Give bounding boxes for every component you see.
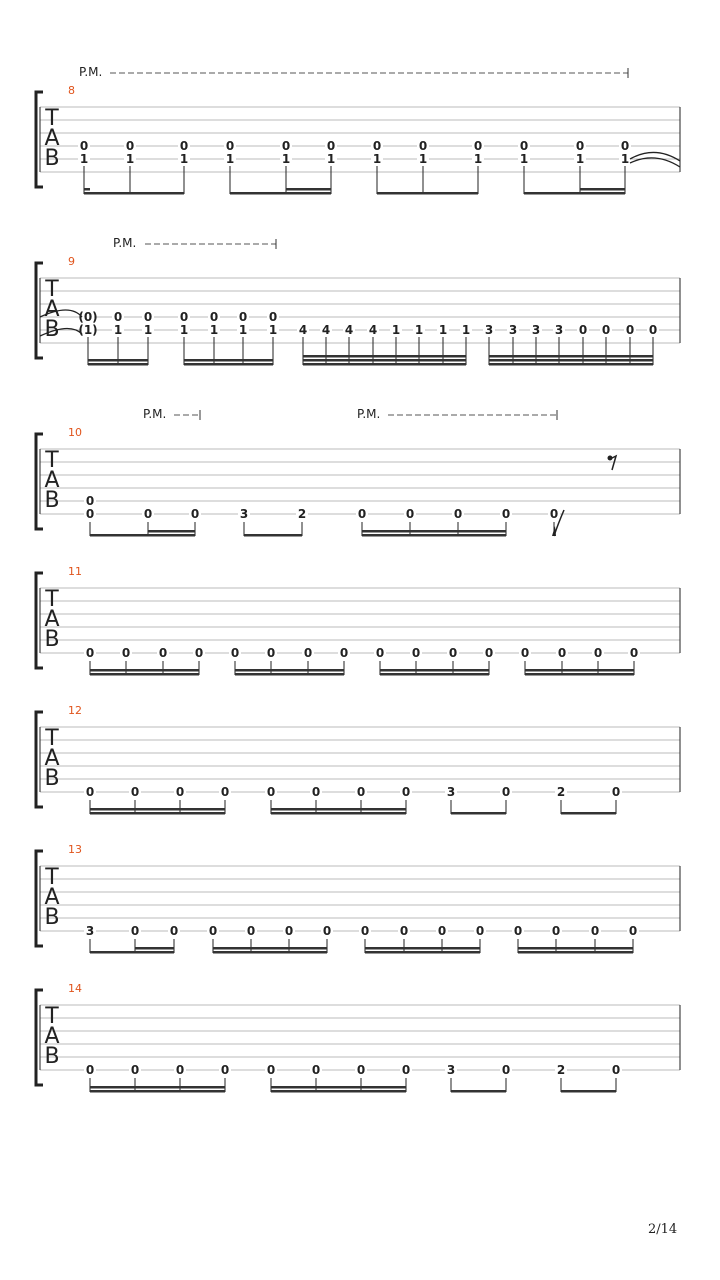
- fret-number: 0: [551, 924, 561, 938]
- fret-number: 0: [401, 1063, 411, 1077]
- beam: [518, 947, 633, 950]
- fret-number: 0: [268, 310, 278, 324]
- measure-number: 10: [68, 426, 82, 439]
- fret-number: (0): [78, 310, 98, 324]
- fret-number: 0: [601, 323, 611, 337]
- beam: [561, 1090, 616, 1093]
- beam: [271, 812, 406, 815]
- palm-mute-label: P.M.: [357, 407, 381, 421]
- fret-number: 1: [519, 152, 529, 166]
- fret-number: 3: [85, 924, 95, 938]
- beam: [90, 951, 174, 954]
- tab-clef-letter: T: [45, 726, 59, 751]
- palm-mute-label: P.M.: [113, 236, 137, 250]
- fret-number: 0: [266, 646, 276, 660]
- fret-number: 1: [209, 323, 219, 337]
- beam: [213, 951, 327, 954]
- fret-number: 1: [268, 323, 278, 337]
- measure-number: 11: [68, 565, 82, 578]
- beam: [525, 669, 634, 672]
- fret-number: 1: [79, 152, 89, 166]
- fret-number: 0: [85, 785, 95, 799]
- fret-number: 4: [368, 323, 378, 337]
- fret-number: 0: [401, 785, 411, 799]
- fret-number: 1: [620, 152, 630, 166]
- fret-number: 0: [326, 139, 336, 153]
- fret-number: 3: [508, 323, 518, 337]
- fret-number: 1: [418, 152, 428, 166]
- fret-number: 0: [620, 139, 630, 153]
- beam: [213, 947, 327, 950]
- beam: [365, 947, 480, 950]
- measure-number: 8: [68, 84, 75, 97]
- beam: [451, 1090, 506, 1093]
- fret-number: 1: [575, 152, 585, 166]
- fret-number: 0: [158, 646, 168, 660]
- fret-number: 0: [266, 1063, 276, 1077]
- fret-number: 0: [125, 139, 135, 153]
- beam: [362, 534, 506, 537]
- tab-clef-letter: A: [44, 468, 60, 493]
- fret-number: 0: [266, 785, 276, 799]
- fret-number: 0: [405, 507, 415, 521]
- tab-clef-letter: T: [45, 1004, 59, 1029]
- fret-number: 1: [179, 323, 189, 337]
- beam: [451, 812, 506, 815]
- fret-number: 0: [303, 646, 313, 660]
- fret-number: 0: [339, 646, 349, 660]
- fret-number: 1: [125, 152, 135, 166]
- fret-number: 0: [175, 785, 185, 799]
- tab-clef-letter: A: [44, 126, 60, 151]
- fret-number: 0: [520, 646, 530, 660]
- fret-number: 1: [225, 152, 235, 166]
- beam: [561, 812, 616, 815]
- fret-number: 1: [414, 323, 424, 337]
- beam: [303, 355, 466, 358]
- fret-number: 0: [578, 323, 588, 337]
- beam: [235, 673, 344, 676]
- beam: [377, 192, 478, 195]
- tab-clef-letter: B: [44, 766, 60, 791]
- tab-clef-letter: A: [44, 746, 60, 771]
- fret-number: 3: [531, 323, 541, 337]
- beam: [489, 355, 653, 358]
- fret-number: 0: [130, 785, 140, 799]
- sub-beam: [580, 188, 625, 191]
- fret-number: 4: [321, 323, 331, 337]
- fret-number: 0: [590, 924, 600, 938]
- beam: [90, 1090, 225, 1093]
- beam: [380, 669, 489, 672]
- fret-number: 0: [311, 785, 321, 799]
- fret-number: 2: [556, 1063, 566, 1077]
- fret-number: 3: [446, 1063, 456, 1077]
- fret-number: 0: [225, 139, 235, 153]
- fret-number: 0: [501, 785, 511, 799]
- beam: [271, 808, 406, 811]
- tab-clef-letter: B: [44, 146, 60, 171]
- measure-number: 13: [68, 843, 82, 856]
- beam: [271, 1090, 406, 1093]
- palm-mute-label: P.M.: [143, 407, 167, 421]
- beam: [271, 1086, 406, 1089]
- sub-beam: [84, 188, 90, 191]
- fret-number: 0: [448, 646, 458, 660]
- fret-number: 0: [179, 310, 189, 324]
- beam: [489, 363, 653, 366]
- beam: [244, 534, 302, 537]
- fret-number: 0: [246, 924, 256, 938]
- fret-number: 0: [475, 924, 485, 938]
- beam: [303, 363, 466, 366]
- beam: [184, 359, 273, 362]
- fret-number: 1: [238, 323, 248, 337]
- beam: [489, 359, 653, 362]
- fret-number: 3: [484, 323, 494, 337]
- fret-number: 0: [121, 646, 131, 660]
- tab-clef-letter: A: [44, 885, 60, 910]
- beam: [90, 1086, 225, 1089]
- fret-number: 1: [281, 152, 291, 166]
- fret-number: 0: [208, 924, 218, 938]
- beam: [90, 812, 225, 815]
- eighth-rest: [610, 456, 616, 470]
- fret-number: 0: [399, 924, 409, 938]
- fret-number: 0: [473, 139, 483, 153]
- fret-number: 0: [372, 139, 382, 153]
- beam: [90, 669, 199, 672]
- beam: [88, 363, 148, 366]
- beam: [184, 363, 273, 366]
- fret-number: 0: [238, 310, 248, 324]
- measure-number: 14: [68, 982, 82, 995]
- beam: [362, 530, 506, 533]
- fret-number: 0: [209, 310, 219, 324]
- beam: [230, 192, 331, 195]
- beam: [84, 192, 184, 195]
- beam: [525, 673, 634, 676]
- fret-number: 0: [85, 507, 95, 521]
- fret-number: 1: [438, 323, 448, 337]
- fret-number: 2: [556, 785, 566, 799]
- fret-number: 0: [85, 494, 95, 508]
- fret-number: 0: [411, 646, 421, 660]
- fret-number: 1: [143, 323, 153, 337]
- fret-number: 0: [357, 507, 367, 521]
- fret-number: 1: [372, 152, 382, 166]
- fret-number: 0: [575, 139, 585, 153]
- beam: [90, 534, 195, 537]
- fret-number: 0: [628, 924, 638, 938]
- fret-number: 4: [298, 323, 308, 337]
- fret-number: 3: [446, 785, 456, 799]
- beam: [90, 673, 199, 676]
- tab-clef-letter: A: [44, 297, 60, 322]
- tab-clef-letter: T: [45, 448, 59, 473]
- fret-number: 0: [360, 924, 370, 938]
- fret-number: 0: [625, 323, 635, 337]
- fret-number: 0: [85, 646, 95, 660]
- fret-number: 0: [194, 646, 204, 660]
- fret-number: 1: [473, 152, 483, 166]
- fret-number: 0: [311, 1063, 321, 1077]
- beam: [365, 951, 480, 954]
- fret-number: 0: [453, 507, 463, 521]
- fret-number: 0: [220, 1063, 230, 1077]
- fret-number: 3: [239, 507, 249, 521]
- fret-number: 0: [549, 507, 559, 521]
- tab-clef-letter: B: [44, 627, 60, 652]
- fret-number: 0: [220, 785, 230, 799]
- fret-number: 1: [179, 152, 189, 166]
- measure-number: 9: [68, 255, 75, 268]
- beam: [524, 192, 625, 195]
- fret-number: 0: [190, 507, 200, 521]
- beam: [88, 359, 148, 362]
- fret-number: 0: [648, 323, 658, 337]
- beam: [380, 673, 489, 676]
- tab-clef-letter: T: [45, 277, 59, 302]
- tab-clef-letter: A: [44, 607, 60, 632]
- fret-number: 1: [391, 323, 401, 337]
- tab-clef-letter: B: [44, 317, 60, 342]
- fret-number: 0: [593, 646, 603, 660]
- page-number: 2/14: [648, 1222, 678, 1237]
- sub-beam: [135, 947, 174, 950]
- fret-number: 0: [501, 507, 511, 521]
- fret-number: 0: [175, 1063, 185, 1077]
- beam: [518, 951, 633, 954]
- fret-number: 0: [130, 924, 140, 938]
- fret-number: 0: [143, 310, 153, 324]
- fret-number: 0: [519, 139, 529, 153]
- tab-clef-letter: B: [44, 1044, 60, 1069]
- fret-number: 1: [113, 323, 123, 337]
- fret-number: 0: [557, 646, 567, 660]
- beam: [235, 669, 344, 672]
- fret-number: 4: [344, 323, 354, 337]
- fret-number: 0: [356, 785, 366, 799]
- tab-clef-letter: B: [44, 905, 60, 930]
- tab-clef-letter: A: [44, 1024, 60, 1049]
- fret-number: 2: [297, 507, 307, 521]
- fret-number: 0: [130, 1063, 140, 1077]
- fret-number: 1: [326, 152, 336, 166]
- fret-number: 0: [85, 1063, 95, 1077]
- fret-number: 3: [554, 323, 564, 337]
- fret-number: 0: [418, 139, 428, 153]
- tab-clef-letter: B: [44, 488, 60, 513]
- beam: [90, 808, 225, 811]
- fret-number: 0: [169, 924, 179, 938]
- fret-number: 0: [513, 924, 523, 938]
- sub-beam: [148, 530, 195, 533]
- fret-number: 0: [281, 139, 291, 153]
- tab-clef-letter: T: [45, 865, 59, 890]
- fret-number: 1: [461, 323, 471, 337]
- fret-number: 0: [611, 785, 621, 799]
- fret-number: 0: [79, 139, 89, 153]
- palm-mute-label: P.M.: [79, 65, 103, 79]
- sub-beam: [286, 188, 331, 191]
- fret-number: 0: [375, 646, 385, 660]
- beam: [303, 359, 466, 362]
- fret-number: 0: [322, 924, 332, 938]
- fret-number: (1): [78, 323, 98, 337]
- fret-number: 0: [113, 310, 123, 324]
- fret-number: 0: [179, 139, 189, 153]
- fret-number: 0: [356, 1063, 366, 1077]
- fret-number: 0: [484, 646, 494, 660]
- fret-number: 0: [629, 646, 639, 660]
- fret-number: 0: [284, 924, 294, 938]
- tab-clef-letter: T: [45, 587, 59, 612]
- tab-clef-letter: T: [45, 106, 59, 131]
- fret-number: 0: [230, 646, 240, 660]
- measure-number: 12: [68, 704, 82, 717]
- fret-number: 0: [501, 1063, 511, 1077]
- fret-number: 0: [437, 924, 447, 938]
- fret-number: 0: [143, 507, 153, 521]
- fret-number: 0: [611, 1063, 621, 1077]
